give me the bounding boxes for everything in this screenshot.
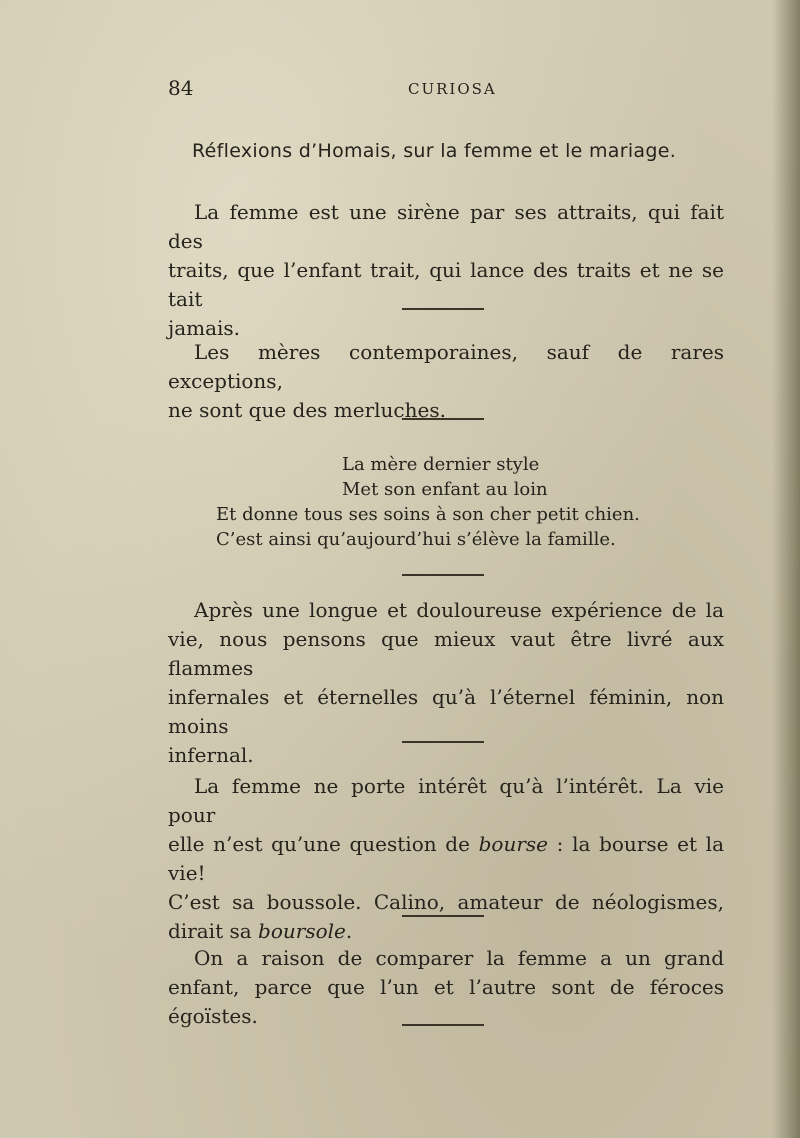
running-title: CURIOSA [408, 80, 497, 98]
text-line: C’est sa boussole. Calino, amateur de néologismes, [168, 890, 724, 914]
text-line: infernales et éternelles qu’à l’éternel féminin, non moins [168, 685, 724, 738]
paragraph-sirene [168, 198, 724, 343]
text-line: infernal. [168, 743, 254, 767]
text-line: traits, que l’enfant trait, qui lance des traits et ne se tait [168, 258, 724, 311]
paragraph-enfant [168, 944, 724, 1031]
text-line: enfant, parce que l’un et l’autre sont de féroces égoïstes. [168, 975, 724, 1028]
section-divider [402, 1024, 484, 1026]
paragraph-interet [168, 772, 724, 946]
italic-word-boursole: boursole [258, 919, 346, 943]
text-line: Les mères contemporaines, sauf de rares exceptions, [168, 340, 724, 393]
text-run: . [345, 919, 353, 943]
page-number: 84 [168, 76, 194, 100]
section-divider [402, 418, 484, 420]
text-run: elle n’est qu’une question de [168, 832, 479, 856]
text-line: ne sont que des merluches. [168, 398, 446, 422]
text-line: La femme est une sirène par ses attraits, qui fait des [168, 200, 724, 253]
page-edge-shadow [772, 0, 800, 1138]
section-divider [402, 308, 484, 310]
section-heading: Réflexions d’Homais, sur la femme et le mariage. [192, 140, 677, 162]
text-run: dirait sa [168, 919, 259, 943]
text-line: La femme ne porte intérêt qu’à l’intérêt. La vie pour [168, 774, 724, 827]
paragraph-experience [168, 596, 724, 770]
section-divider [402, 915, 484, 917]
text-line: Après une longue et douloureuse expérience de la [194, 598, 724, 622]
verse-line: La mère dernier style [342, 454, 540, 475]
verse-line: Met son enfant au loin [342, 479, 548, 500]
paragraph-meres [168, 338, 724, 425]
section-divider [402, 741, 484, 743]
text-run: : la bourse et la vie! [168, 832, 724, 885]
verse-stanza [216, 452, 640, 552]
text-line [168, 830, 724, 888]
text-line: On a raison de comparer la femme a un grand [194, 946, 724, 970]
text-line: jamais. [168, 316, 241, 340]
running-head [168, 76, 728, 102]
italic-word-bourse: bourse [478, 832, 548, 856]
verse-line: C’est ainsi qu’aujourd’hui s’élève la famille. [216, 529, 616, 550]
section-divider [402, 574, 484, 576]
text-line: vie, nous pensons que mieux vaut être livré aux flammes [168, 627, 724, 680]
verse-line: Et donne tous ses soins à son cher petit chien. [216, 504, 640, 525]
text-line [168, 917, 724, 946]
